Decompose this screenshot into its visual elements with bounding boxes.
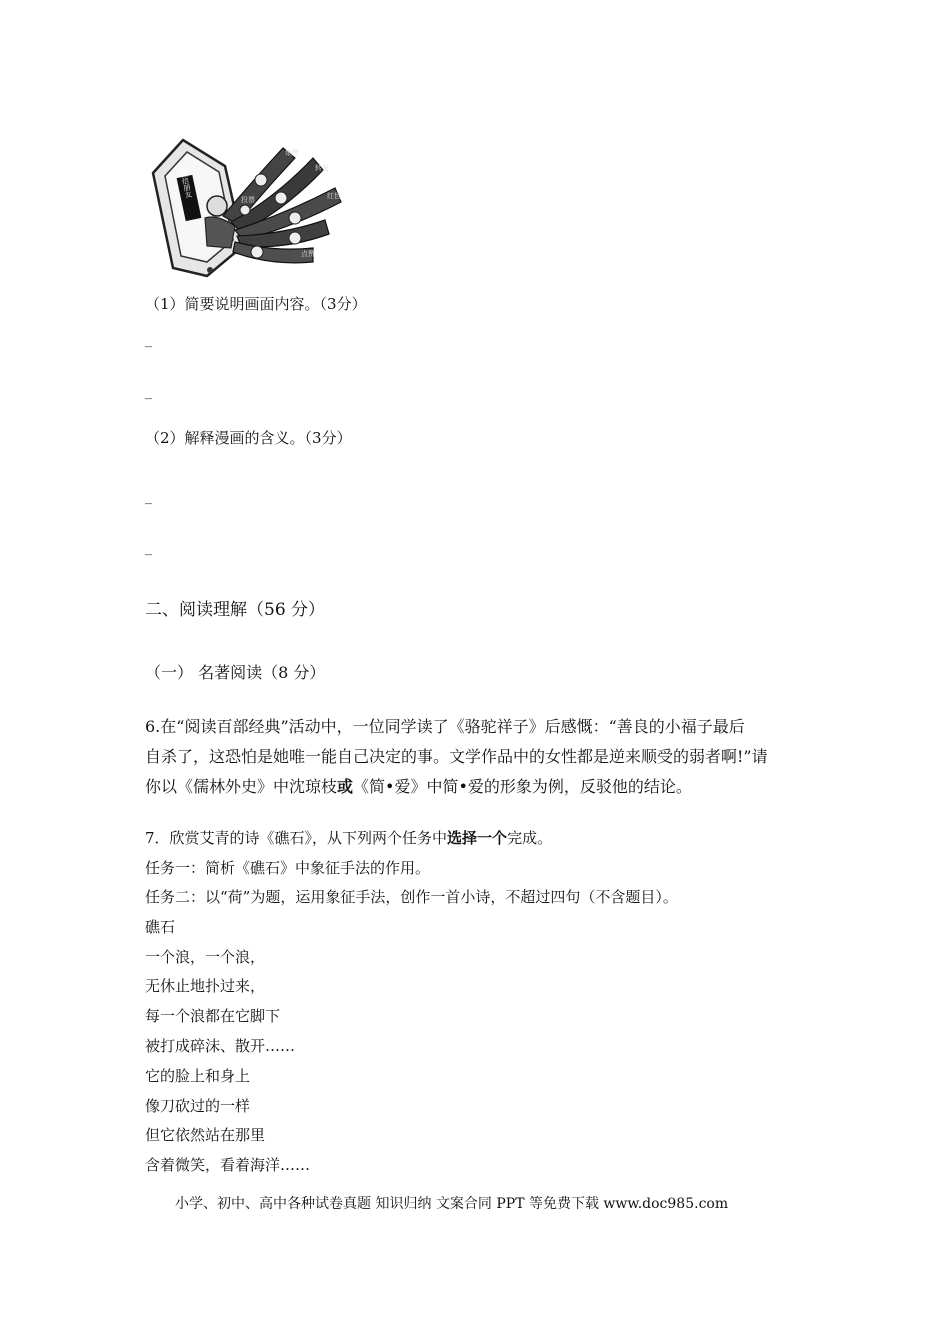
arm-label: 红包 bbox=[327, 192, 341, 200]
poem-line: 含着微笑，看着海洋…… bbox=[145, 1156, 311, 1174]
q6-line-1: 6.在“阅读百部经典”活动中，一位同学读了《骆驼祥子》后感慨：“善良的小福子最后 bbox=[145, 717, 745, 736]
poem-line: 被打成碎沫、散开…… bbox=[145, 1037, 296, 1055]
poem-line: 它的脸上和身上 bbox=[145, 1067, 251, 1085]
poem-title: 礁石 bbox=[145, 918, 176, 936]
answer-blank-3: _ bbox=[145, 489, 152, 505]
poem-line: 但它依然站在那里 bbox=[145, 1126, 266, 1144]
poem-line: 像刀砍过的一样 bbox=[145, 1097, 251, 1115]
page-footer: 小学、初中、高中各种试卷真题 知识归纳 文案合同 PPT 等免费下载 www.doc985.com bbox=[175, 1196, 729, 1212]
q6-line-3-pre: 你以《儒林外史》中沈琼枝 bbox=[145, 777, 338, 796]
arm-label: 投票 bbox=[241, 196, 255, 204]
q7-intro-pre: 7．欣赏艾青的诗《礁石》，从下列两个任务中 bbox=[145, 829, 448, 847]
q7-task-1: 任务一：简析《礁石》中象征手法的作用。 bbox=[145, 859, 431, 877]
answer-blank-2: _ bbox=[145, 384, 152, 400]
answer-blank-1: _ bbox=[145, 332, 152, 348]
arm-label: 转发 bbox=[315, 164, 329, 172]
question-1: （1）简要说明画面内容。（3分） bbox=[145, 295, 367, 313]
q6-line-3 bbox=[145, 774, 692, 797]
answer-blank-4: _ bbox=[145, 540, 152, 556]
q7-intro-post: 完成。 bbox=[507, 829, 553, 847]
arm-label: 点赞 bbox=[301, 250, 315, 258]
question-2: （2）解释漫画的含义。（3分） bbox=[145, 429, 352, 447]
section-heading: 二、阅读理解（56 分） bbox=[145, 600, 326, 620]
poem-line: 无休止地扑过来， bbox=[145, 977, 266, 995]
q7-task-2: 任务二：以“荷”为题，运用象征手法，创作一首小诗，不超过四句（不含题目）。 bbox=[145, 888, 678, 906]
q6-line-3-post: 《简•爱》中简•爱的形象为例，反驳他的结论。 bbox=[353, 777, 692, 796]
q7-intro-bold: 选择一个 bbox=[447, 829, 508, 847]
phone-screen-text: 微信朋友 bbox=[179, 169, 193, 199]
poem-line: 每一个浪都在它脚下 bbox=[145, 1007, 281, 1025]
q7-intro bbox=[145, 827, 552, 848]
q6-line-2: 自杀了，这恐怕是她唯一能自己决定的事。文学作品中的女性都是逆来顺受的弱者啊!”请 bbox=[145, 747, 768, 766]
q6-line-3-bold: 或 bbox=[337, 777, 354, 796]
section-subheading: （一） 名著阅读（8 分） bbox=[145, 663, 326, 682]
cartoon-illustration bbox=[145, 118, 350, 280]
poem-line: 一个浪，一个浪， bbox=[145, 948, 266, 966]
arm-label: 集赞 bbox=[285, 149, 299, 157]
